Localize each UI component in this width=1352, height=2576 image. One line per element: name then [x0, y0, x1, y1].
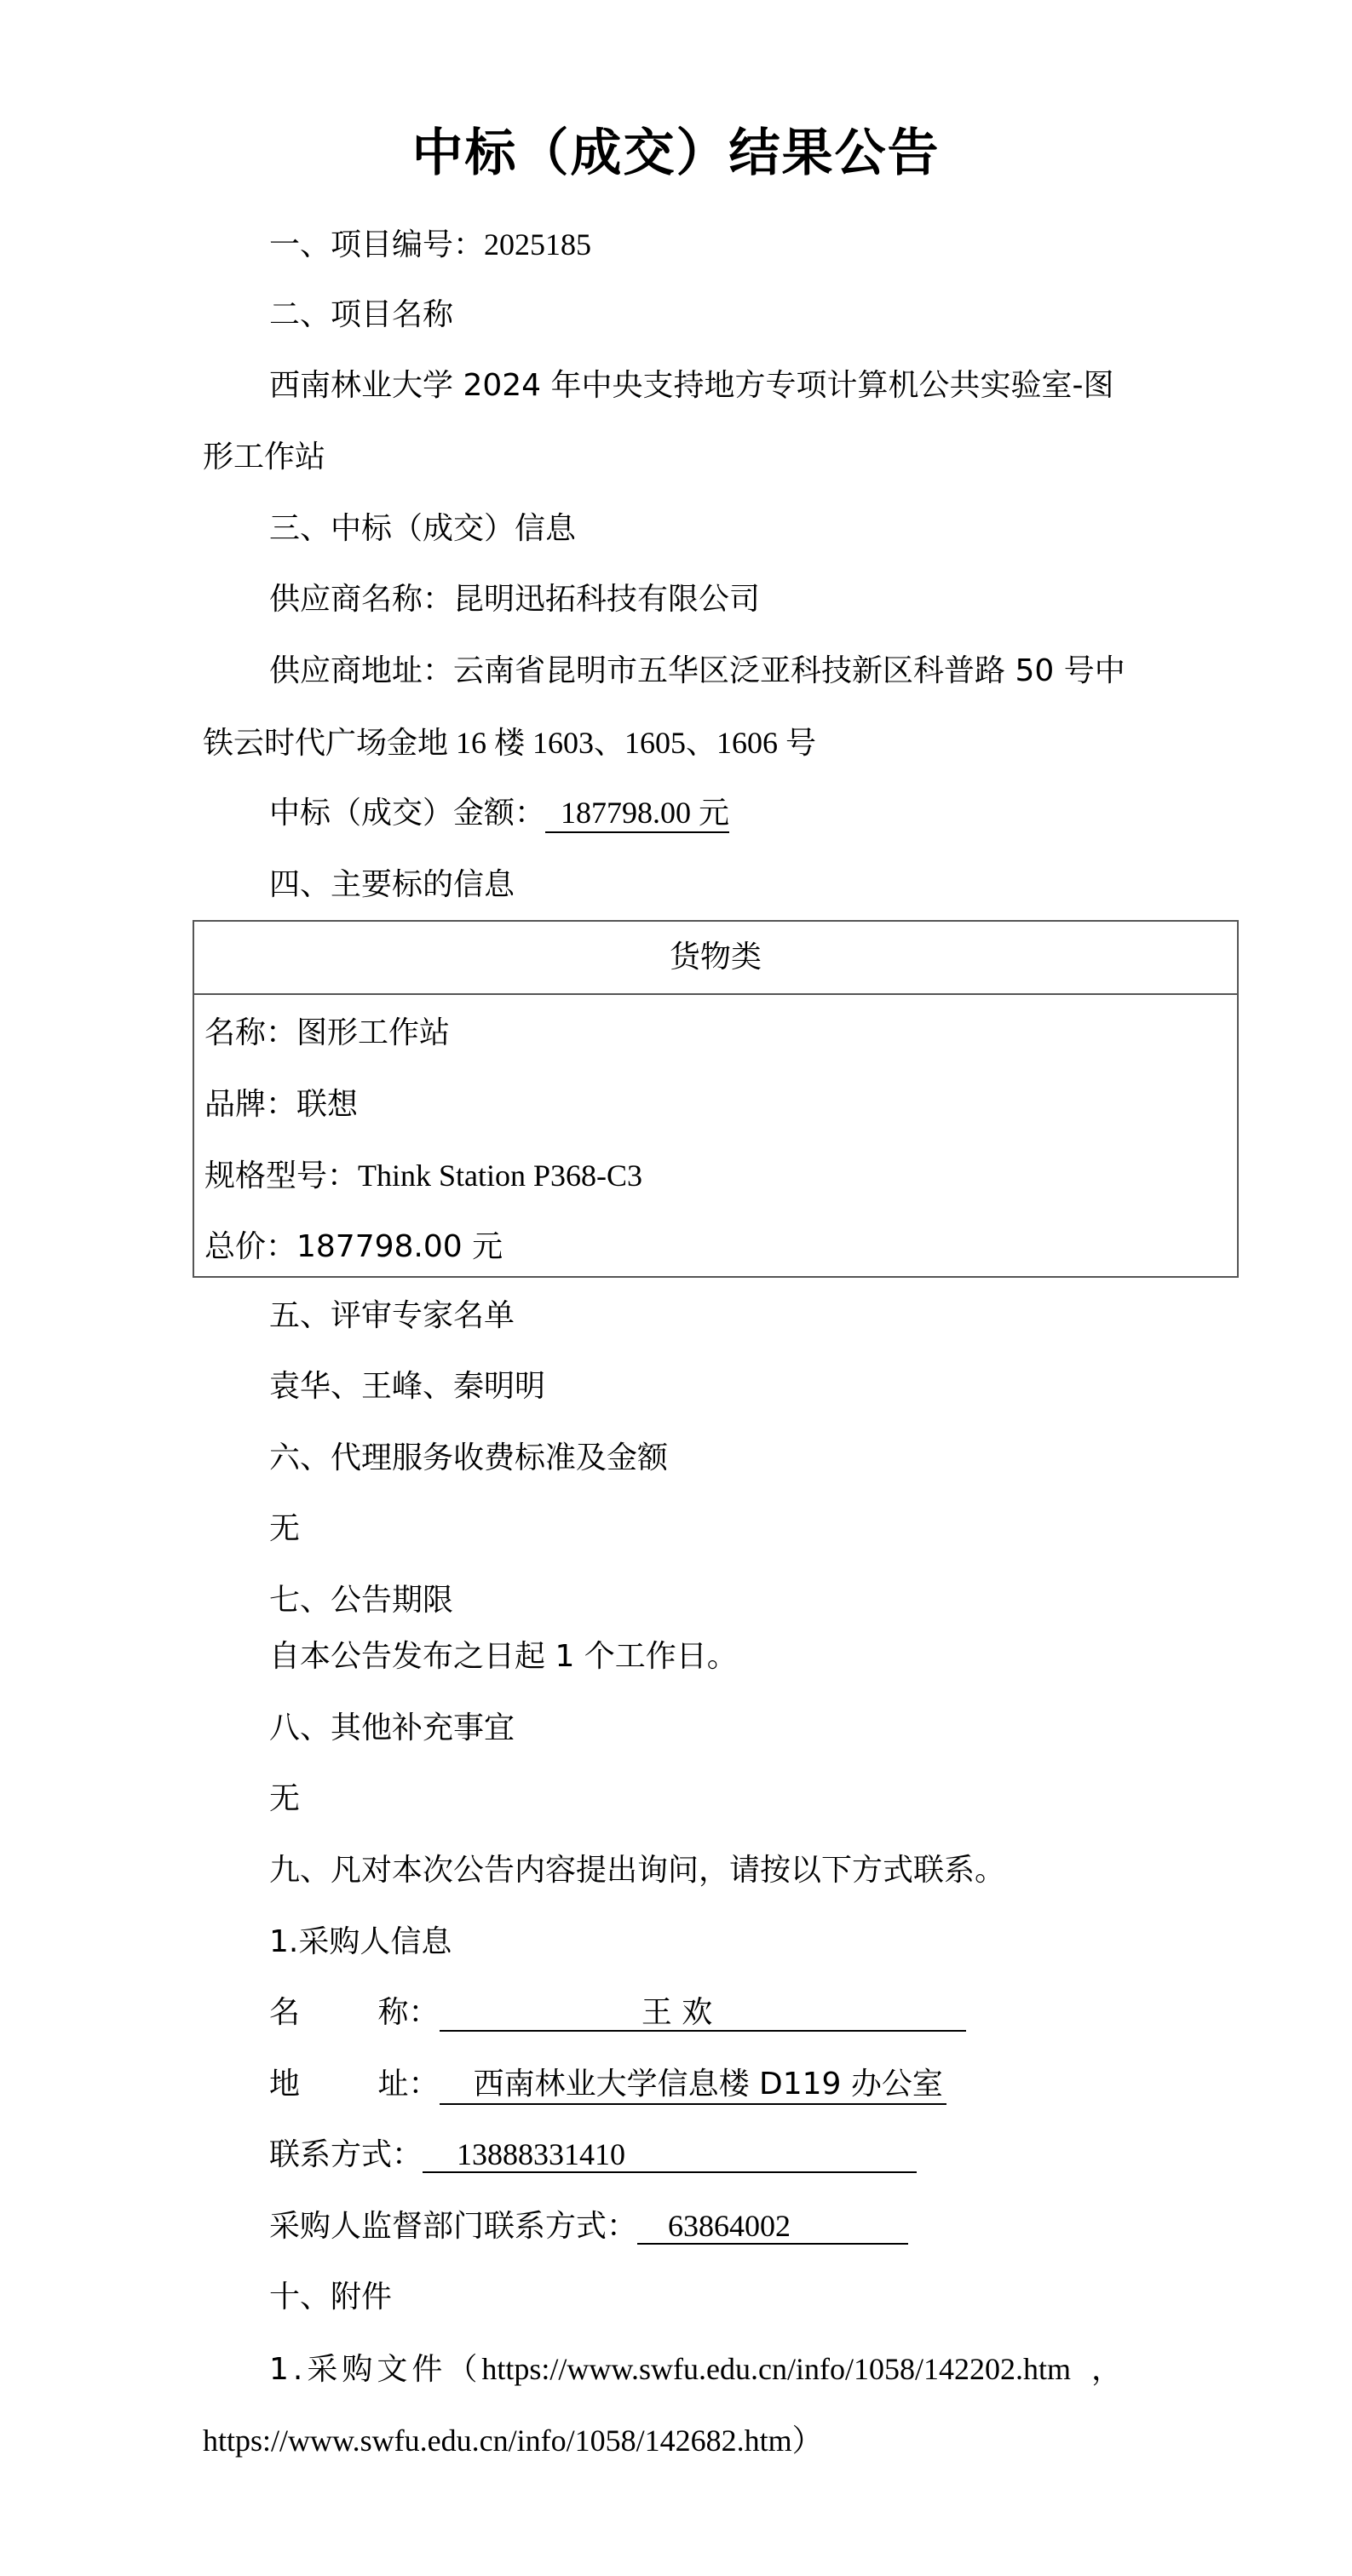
attachment-item-prefix: 1.采购文件（ [269, 2352, 482, 2387]
other-matters-value: 无 [269, 1781, 301, 1816]
purchaser-address-value: 西南林业大学信息楼 D119 办公室 [440, 2066, 946, 2105]
supervision-phone-label: 采购人监督部门联系方式： [269, 2209, 638, 2244]
other-matters-heading: 八、其他补充事宜 [269, 1711, 515, 1745]
purchaser-address-line [269, 2063, 946, 2106]
attachment-item-line1 [269, 2348, 1122, 2391]
project-name-heading: 二、项目名称 [269, 297, 454, 332]
agency-fee-heading: 六、代理服务收费标准及金额 [269, 1440, 669, 1475]
project-number-value: 2025185 [484, 227, 592, 262]
purchaser-name-label: 名 称： [269, 1995, 440, 2030]
goods-table [193, 920, 1239, 1278]
award-amount-line [269, 792, 729, 835]
supplier-address-value-1: 云南省昆明市五华区泛亚科技新区科普路 50 号中 [453, 653, 1125, 688]
main-item-heading: 四、主要标的信息 [269, 867, 515, 902]
project-number-label: 一、项目编号： [269, 227, 485, 262]
attachment-item-line2 [203, 2419, 823, 2463]
supplier-name-value: 昆明迅拓科技有限公司 [453, 582, 761, 617]
purchaser-phone-value: 13888331410 [423, 2136, 917, 2173]
goods-item-brand: 品牌：联想 [204, 1087, 359, 1122]
goods-table-header: 货物类 [194, 922, 1237, 995]
contact-heading: 九、凡对本次公告内容提出询问，请按以下方式联系。 [269, 1853, 1006, 1888]
page-title: 中标（成交）结果公告 [411, 124, 941, 183]
supplier-name-label: 供应商名称： [269, 582, 454, 617]
agency-fee-value: 无 [269, 1511, 301, 1546]
experts-heading: 五、评审专家名单 [269, 1298, 515, 1333]
award-amount-label: 中标（成交）金额： [269, 796, 546, 831]
attachments-heading: 十、附件 [269, 2280, 393, 2314]
supplier-address-line2: 铁云时代广场金地 16 楼 1603、1605、1606 号 [203, 726, 817, 760]
purchaser-phone-line [269, 2134, 917, 2176]
notice-period-value: 自本公告发布之日起 1 个工作日。 [269, 1639, 738, 1674]
purchaser-name-line [269, 1992, 966, 2034]
project-name-line2: 形工作站 [203, 440, 326, 474]
experts-list: 袁华、王峰、秦明明 [269, 1369, 546, 1404]
supervision-phone-value: 63864002 [637, 2207, 908, 2245]
purchaser-name-value: 王 欢 [440, 1994, 966, 2032]
attachment-separator: ， [1091, 2352, 1123, 2387]
project-number-line [269, 223, 591, 267]
supplier-address-line1 [269, 650, 1125, 693]
purchaser-phone-label: 联系方式： [269, 2137, 423, 2172]
project-name-line1: 西南林业大学 2024 年中央支持地方专项计算机公共实验室-图 [269, 368, 1114, 403]
award-amount-value: 187798.00 元 [545, 794, 729, 833]
supervision-phone-line [269, 2205, 908, 2248]
supplier-name-line [269, 578, 760, 621]
attachment-item-suffix: ） [791, 2424, 823, 2458]
notice-period-heading: 七、公告期限 [269, 1583, 454, 1618]
attachment-link-1[interactable]: https://www.swfu.edu.cn/info/1058/142202.htm [481, 2352, 1071, 2386]
attachment-link-2[interactable]: https://www.swfu.edu.cn/info/1058/142682.htm [203, 2424, 792, 2458]
supplier-address-label: 供应商地址： [269, 653, 454, 688]
award-info-heading: 三、中标（成交）信息 [269, 511, 577, 546]
purchaser-address-label: 地 址： [269, 2067, 440, 2102]
goods-item-total-price: 总价：187798.00 元 [204, 1229, 503, 1264]
goods-item-name: 名称：图形工作站 [204, 1015, 451, 1050]
goods-item-model: 规格型号：Think Station P368-C3 [204, 1159, 643, 1193]
purchaser-info-heading: 1.采购人信息 [269, 1924, 452, 1959]
